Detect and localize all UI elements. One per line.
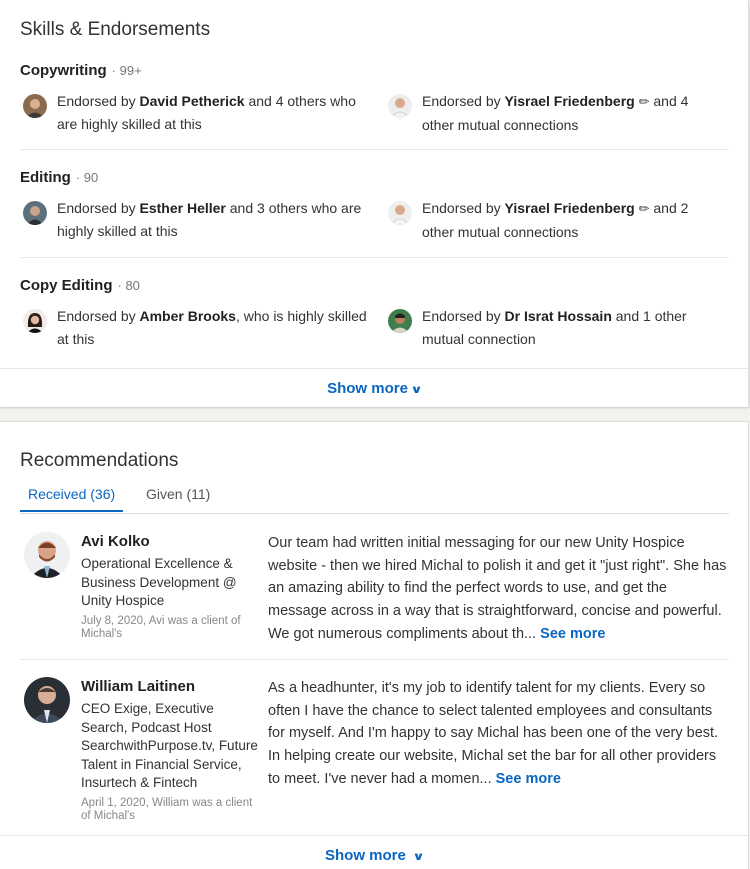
skill-copy-editing — [20, 277, 729, 347]
recommendation-date: July 8, 2020, Avi was a client of Michal's — [81, 614, 241, 640]
endorsement-mutual-connections[interactable] — [388, 197, 718, 243]
skill-name[interactable]: Copywriting — [20, 62, 107, 79]
endorser-name[interactable]: Amber Brooks — [139, 308, 236, 324]
skill-copywriting — [20, 62, 729, 133]
endorser-name[interactable]: Yisrael Friedenberg — [504, 200, 635, 216]
avatar — [388, 201, 412, 225]
endorsement-mutual-connections[interactable] — [388, 90, 718, 136]
show-more-label: Show more — [327, 380, 408, 397]
recommendations-show-more-button[interactable] — [0, 847, 748, 864]
recommendation-item — [20, 532, 729, 650]
skill-header[interactable] — [20, 277, 729, 294]
skills-show-more-button[interactable] — [0, 380, 748, 397]
see-more-link[interactable]: See more — [540, 625, 606, 642]
endorser-name[interactable]: Esther Heller — [139, 200, 226, 216]
chevron-down-icon: ∨ — [412, 851, 425, 863]
avatar — [23, 309, 47, 333]
endorser-name[interactable]: Yisrael Friedenberg — [504, 93, 635, 109]
endorsement-text: Endorsed by Dr Israt Hossain and 1 other mutual connection — [422, 308, 687, 347]
recommendation-text: As a headhunter, it's my job to identify talent for my clients. Every so often I have the chance to select talented employees and consultants for myself. And I'm happy to say Michal has been one of the very best. In helping create our website, Michal set the bar for all other providers to meet. I've never had a momen... See more — [268, 680, 719, 787]
divider — [20, 149, 729, 150]
endorsement-count[interactable]: · 80 — [117, 278, 140, 293]
pencil-icon: ✏ — [638, 94, 650, 109]
endorsement-text: Endorsed by Esther Heller and 3 others who are highly skilled at this — [57, 200, 362, 239]
see-more-link[interactable]: See more — [495, 770, 561, 787]
avatar[interactable] — [24, 677, 70, 723]
avatar — [23, 94, 47, 118]
endorsement-text: Endorsed by Amber Brooks, who is highly skilled at this — [57, 308, 367, 347]
recommendations-tabs — [20, 484, 729, 514]
divider — [0, 835, 748, 836]
endorsement-mutual-connections[interactable] — [388, 305, 718, 350]
endorsement-highly-skilled[interactable] — [23, 197, 368, 242]
endorser-name[interactable]: Dr Israt Hossain — [504, 308, 612, 324]
recommender-name[interactable]: Avi Kolko — [81, 533, 150, 550]
recommendations-card — [0, 421, 749, 869]
avatar — [388, 94, 412, 118]
recommender-headline: CEO Exige, Executive Search, Podcast Host SearchwithPurpose.tv, Future Talent in Financial Service, Insurtech & Fintech — [81, 701, 258, 790]
divider — [20, 257, 729, 258]
recommender-name[interactable]: William Laitinen — [81, 678, 196, 695]
skill-editing — [20, 169, 729, 240]
endorsement-count[interactable]: · 90 — [75, 170, 99, 185]
endorsement-text: Endorsed by Yisrael Friedenberg ✏ and 2 other mutual connections — [422, 200, 689, 240]
pencil-icon: ✏ — [638, 201, 650, 216]
recommendation-text: Our team had written initial messaging for our new Unity Hospice website - then we hired Michal to polish it and get it "just right". She has an amazing ability to find the perfect words to use, and get the message across in a way that is straightforward, concise and powerful. We got numerous compliments about th... See more — [268, 535, 727, 642]
recommender-info — [81, 677, 261, 824]
chevron-down-icon: ∨ — [410, 384, 423, 396]
recommender-info — [81, 532, 261, 642]
endorsement-text: Endorsed by David Petherick and 4 others who are highly skilled at this — [57, 93, 356, 132]
endorsement-highly-skilled[interactable] — [23, 90, 368, 135]
recommendation-date: April 1, 2020, William was a client of Michal's — [81, 796, 253, 822]
tab-given[interactable]: Given (11) — [146, 486, 211, 502]
skill-header[interactable] — [20, 62, 729, 79]
recommender-headline: Operational Excellence & Business Development @ Unity Hospice — [81, 556, 237, 608]
skills-section-title: Skills & Endorsements — [20, 19, 211, 40]
endorsement-count[interactable]: · 99+ — [111, 63, 142, 78]
endorsement-text: Endorsed by Yisrael Friedenberg ✏ and 4 other mutual connections — [422, 93, 689, 133]
recommendation-item — [20, 677, 729, 827]
avatar — [23, 201, 47, 225]
recommendations-section-title: Recommendations — [20, 450, 179, 471]
skill-name[interactable]: Copy Editing — [20, 277, 113, 294]
skill-name[interactable]: Editing — [20, 169, 71, 186]
skill-header[interactable] — [20, 169, 729, 186]
tab-received[interactable]: Received (36) — [20, 486, 123, 512]
divider — [20, 659, 729, 660]
avatar — [388, 309, 412, 333]
endorser-name[interactable]: David Petherick — [139, 93, 245, 109]
show-more-label: Show more — [325, 847, 406, 864]
divider — [0, 368, 748, 369]
avatar[interactable] — [24, 532, 70, 578]
endorsement-highly-skilled[interactable] — [23, 305, 368, 350]
skills-endorsements-card — [0, 0, 749, 407]
